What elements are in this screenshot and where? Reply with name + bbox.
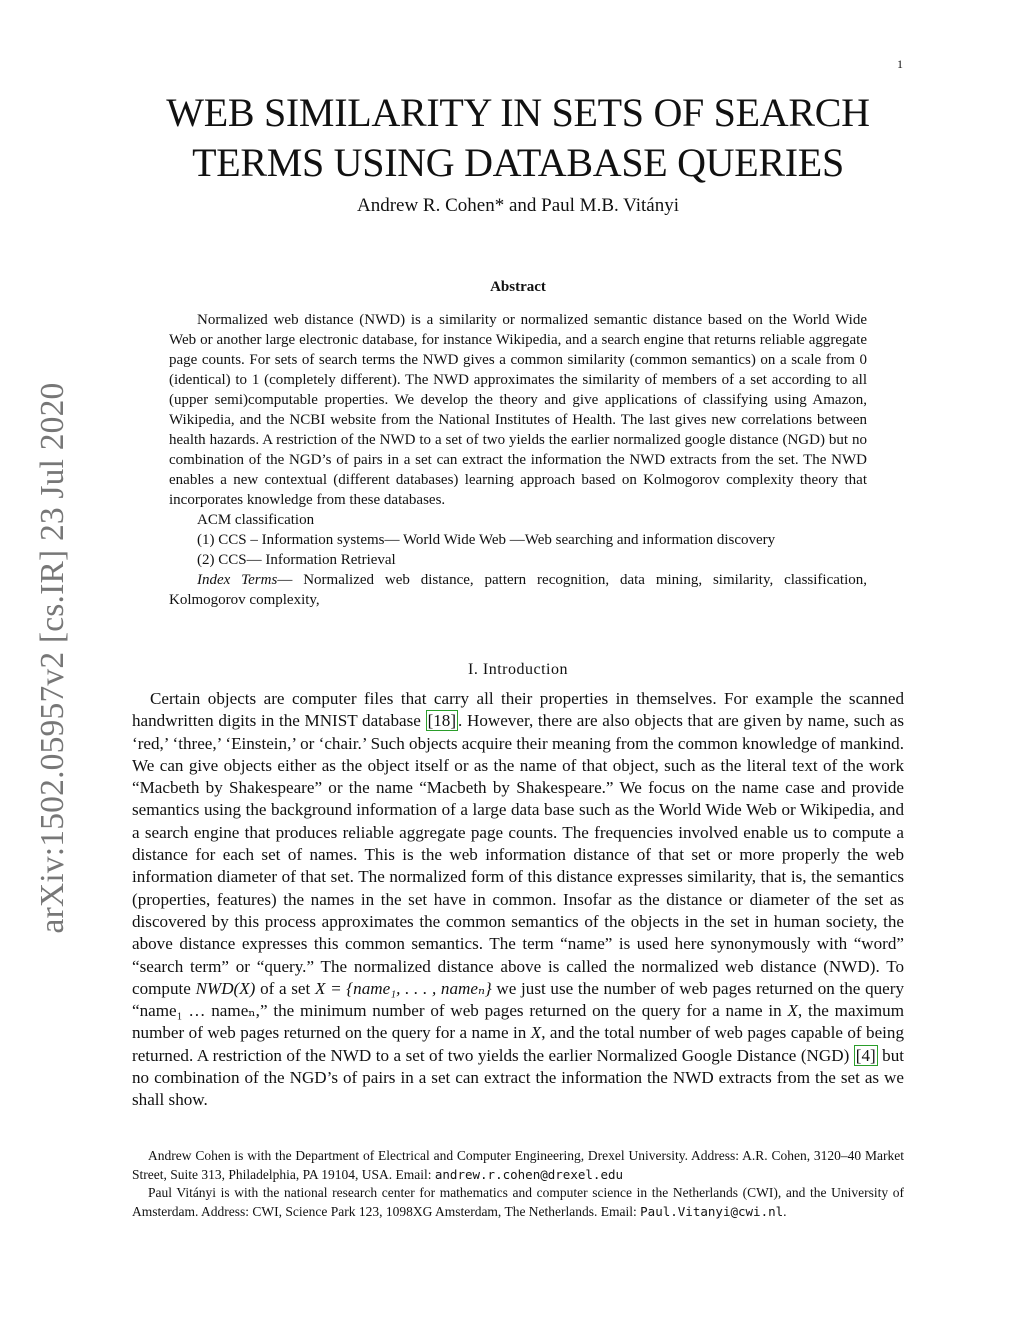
footnotes [132,1147,904,1221]
footnote-cohen [132,1147,904,1184]
intro-text-2: . However, there are also objects that are given by name, such as ‘red,’ ‘three,’ ‘Einstein,’ or ‘chair.’ Such objects acquire their meaning from the common knowledge of mankind. We can give objects either as the object itself or as the name of that object, such as the literal text of the work “Macbeth by Shakespeare” or the name “Macbeth by Shakespeare.” We focus on the name case and provide semantics using the background information of a large data base such as the World Wide Web or Wikipedia, and a search engine that produces reliable aggregate page counts. The frequencies involved enable us to compute a distance for each set of names. This is the web information distance of that set or more properly the web information diameter of that set. The normalized form of this distance expresses similarity, that is, the semantics (properties, features) the names in the set have in common. Insofar as the distance or diameter of the set as discovered by this process approximates the common semantics of the objects in the set in human society, the above distance expresses this common semantics. The term “name” is used here synonymously with “word” “search term” or “query.” The normalized distance above is called the normalized web distance (NWD). To compute [132,711,904,998]
acm-line-1: (1) CCS – Information systems— World Wide Web —Web searching and information discovery [197,532,776,548]
abstract [169,310,867,610]
intro-text-6: , and the total number of web pages capable of being returned. A restriction of the NWD to a set of two yields the earlier Normalized Google Distance (NGD) [132,1023,904,1065]
footnote-vitanyi [132,1184,904,1221]
email-link-cohen[interactable]: andrew.r.cohen@drexel.edu [434,1166,624,1182]
paper-title [132,88,904,188]
citation-link-18[interactable]: [18] [427,711,457,731]
acm-line-2: (2) CCS— Information Retrieval [197,552,396,568]
footnote-vitanyi-end: . [783,1203,787,1219]
footnote-vitanyi-text: Paul Vitányi is with the national research center for mathematics and computer science in the Netherlands (CWI), and the University of Amsterdam. Address: CWI, Science Park 123, 1098XG Amsterdam, The Netherlands. Email: [132,1185,904,1219]
index-terms-label: Index Terms [197,572,278,588]
section-heading-introduction: I. Introduction [468,661,568,678]
intro-text-7: but no combination of the NGD’s of pairs in a set can extract the information the NWD extracts from the set as we shall show. [132,1045,905,1110]
email-link-vitanyi[interactable]: Paul.Vitanyi@cwi.nl [640,1203,784,1219]
math-x: X [787,1001,798,1021]
index-terms-text: — Normalized web distance, pattern recognition, data mining, similarity, classification, Kolmogorov complexity, [169,572,867,608]
title-line-2: TERMS USING DATABASE QUERIES [192,140,844,185]
acm-heading: ACM classification [197,512,315,528]
citation-link-4[interactable]: [4] [855,1045,876,1065]
math-x: X [530,1023,542,1043]
abstract-text: Normalized web distance (NWD) is a similarity or normalized semantic distance based on the World Wide Web or another large electronic database, for instance Wikipedia, and a search engine that returns reliable aggregate page counts. For sets of search terms the NWD gives a common similarity (common semantics) on a scale from 0 (identical) to 1 (completely different). The NWD approximates the similarity of members of a set according to all (upper semi)computable properties. We develop the theory and give applications of classifying using Amazon, Wikipedia, and the NCBI website from the National Institutes of Health. The last gives new correlations between health hazards. A restriction of the NWD to a set of two yields the earlier normalized google distance (NGD) but no combination of the NGD’s of pairs in a set can extract the information the NWD extracts from the set. The NWD enables a new contextual (different databases) learning approach based on Kolmogorov complexity theory that incorporates knowledge from these databases. [169,312,867,508]
intro-paragraph [132,688,904,1112]
arxiv-stamp: arXiv:1502.05957v2 [cs.IR] 23 Jul 2020 [34,382,71,934]
authors: Andrew R. Cohen* and Paul M.B. Vitányi [356,195,680,216]
intro-text-3: of a set [255,978,315,998]
math-set: X = {name₁, . . . , nameₙ} [314,978,492,998]
page-number: 1 [897,57,903,71]
title-line-1: WEB SIMILARITY IN SETS OF SEARCH [166,90,870,135]
index-terms [169,570,867,610]
footnote-cohen-text: Andrew Cohen is with the Department of Electrical and Computer Engineering, Drexel University. Address: A.R. Cohen, 3120–40 Market Street, Suite 313, Philadelphia, PA 19104, USA. Email: [132,1148,904,1182]
intro-text-5: , the maximum number of web pages returned on the query for a name in [132,1001,904,1043]
abstract-heading: Abstract [490,279,546,295]
math-nwd: NWD(X) [195,978,256,998]
intro-text-1: Certain objects are computer files that carry all their properties in themselves. For example the scanned handwritten digits in the MNIST database [132,689,904,731]
intro-text-4: we just use the number of web pages returned on the query “name₁ … nameₙ,” the minimum number of web pages returned on the query for a name in [132,978,904,1021]
introduction-body [132,688,904,1112]
